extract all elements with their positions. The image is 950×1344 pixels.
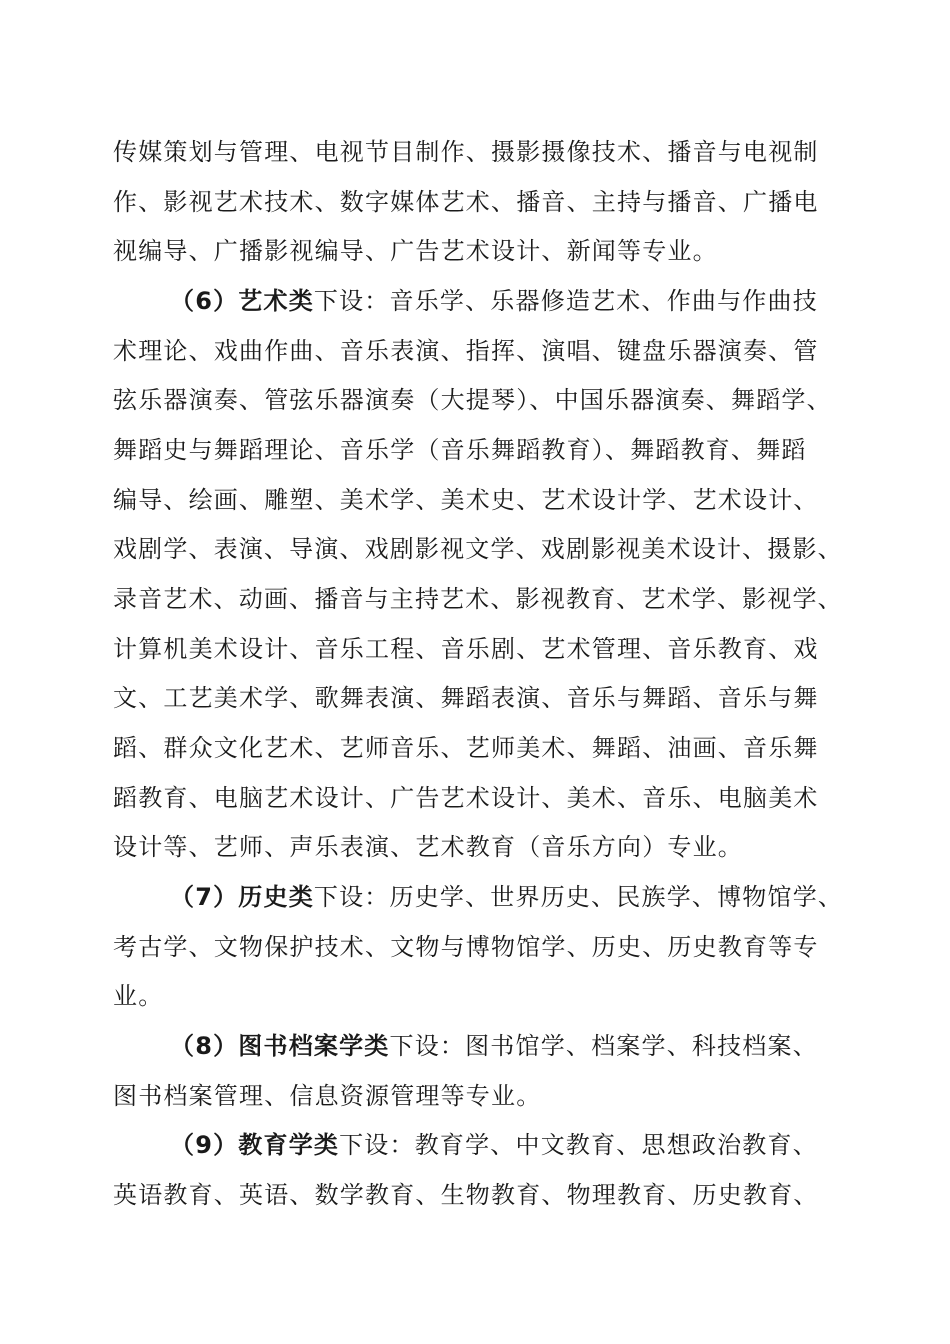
body-line: 舞蹈史与舞蹈理论、音乐学（音乐舞蹈教育）、舞蹈教育、舞蹈: [113, 436, 807, 464]
body-line: 编导、绘画、雕塑、美术学、美术史、艺术设计学、艺术设计、: [113, 486, 819, 514]
body-line: 业。: [113, 982, 164, 1010]
body-line: 作、影视艺术技术、数字媒体艺术、播音、主持与播音、广播电: [113, 188, 819, 216]
body-line: 术理论、戏曲作曲、音乐表演、指挥、演唱、键盘乐器演奏、管: [113, 337, 819, 365]
body-line: 录音艺术、动画、播音与主持艺术、影视教育、艺术学、影视学、: [113, 585, 843, 613]
section-heading-library-archives: （8）图书档案学类: [170, 1032, 390, 1060]
section-heading-education: （9）教育学类: [170, 1131, 340, 1159]
body-line: 蹈教育、电脑艺术设计、广告艺术设计、美术、音乐、电脑美术: [113, 784, 819, 812]
body-line: 设计等、艺师、声乐表演、艺术教育（音乐方向）专业。: [113, 833, 743, 861]
section-body-art: 下设：音乐学、乐器修造艺术、作曲与作曲技: [313, 287, 818, 315]
body-line: 视编导、广播影视编导、广告艺术设计、新闻等专业。: [113, 237, 718, 265]
body-line: 计算机美术设计、音乐工程、音乐剧、艺术管理、音乐教育、戏: [113, 635, 819, 663]
body-line: 文、工艺美术学、歌舞表演、舞蹈表演、音乐与舞蹈、音乐与舞: [113, 684, 819, 712]
section-body-history: 下设：历史学、世界历史、民族学、博物馆学、: [313, 883, 844, 911]
section-body-library-archives: 下设：图书馆学、档案学、科技档案、: [389, 1032, 818, 1060]
body-line: 考古学、文物保护技术、文物与博物馆学、历史、历史教育等专: [113, 933, 819, 961]
body-line: 传媒策划与管理、电视节目制作、摄影摄像技术、播音与电视制: [113, 138, 819, 166]
section-body-education: 下设：教育学、中文教育、思想政治教育、: [339, 1131, 818, 1159]
paragraph-art-first-line: [170, 281, 843, 321]
body-line: 英语教育、英语、数学教育、生物教育、物理教育、历史教育、: [113, 1181, 819, 1209]
paragraph-education-first-line: [170, 1125, 843, 1165]
section-heading-history: （7）历史类: [170, 883, 314, 911]
body-line: 戏剧学、表演、导演、戏剧影视文学、戏剧影视美术设计、摄影、: [113, 535, 843, 563]
paragraph-library-archives-first-line: [170, 1026, 843, 1066]
body-line: 蹈、群众文化艺术、艺师音乐、艺师美术、舞蹈、油画、音乐舞: [113, 734, 819, 762]
body-line: 图书档案管理、信息资源管理等专业。: [113, 1082, 542, 1110]
section-heading-art: （6）艺术类: [170, 287, 314, 315]
body-line: 弦乐器演奏、管弦乐器演奏（大提琴）、中国乐器演奏、舞蹈学、: [113, 386, 832, 414]
paragraph-history-first-line: [170, 877, 843, 917]
